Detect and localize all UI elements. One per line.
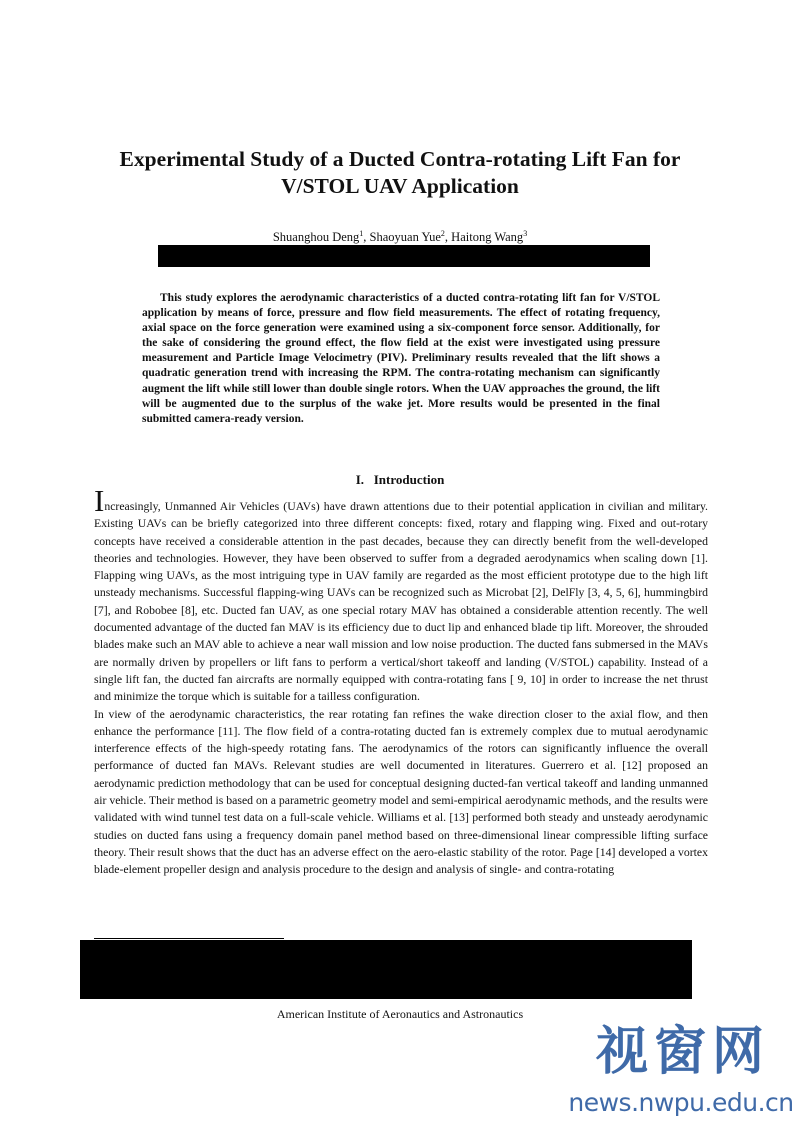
author-affiliation-mark: 1 xyxy=(359,228,364,238)
watermark-logo-text: 视窗网 xyxy=(595,1022,770,1082)
author-affiliation-mark: 3 xyxy=(523,228,528,238)
author-name: Shuanghou Deng xyxy=(272,230,360,244)
body-paragraph: In view of the aerodynamic characteristics, the rear rotating fan refines the wake direction closer to the axial flow, and then enhance the performance [11]. The flow field of a contra-rotating ducted fan is extremely complex due to mutual aerodynamic interference effects of the high-speedy rotating fans. The aerodynamics of the rotors can significantly influence the overall performance of ducted fan MAVs. Relevant studies are well documented in literatures. Guerrero et al. [12] proposed an aerodynamic prediction methodology that can be used for conceptual designing ducted-fan vertical takeoff and landing unmanned air vehicle. Their method is based on a parametric geometry model and semi-empirical aerodynamic methods, and the results were validated with wind tunnel test data on a full-scale vehicle. Williams et al. [13] performed both steady and unsteady aerodynamic studies on ducted fans using a frequency domain panel method based on three-dimensional linear compressible lifting surface theory. Their result shows that the duct has an adverse effect on the aero-elastic stability of the rotor. Page [14] developed a vortex blade-element propeller design and analysis procedure to the design and analysis of single- and contra-rotating xyxy=(94,707,708,877)
introduction-body xyxy=(94,483,708,879)
author-name: Haitong Wang xyxy=(451,230,524,244)
body-paragraph xyxy=(94,483,708,706)
section-title: Introduction xyxy=(373,472,445,487)
footnote-rule xyxy=(94,938,284,939)
author-affiliation-mark: 2 xyxy=(440,228,445,238)
abstract: This study explores the aerodynamic characteristics of a ducted contra-rotating lift fan for V/STOL application by means of force, pressure and flow field measurements. The effect of rotating frequency, axial space on the force generation were examined using a six-component force sensor. Additionally, for the sake of considering the ground effect, the flow field at the exist were investigated using pressure measurement and Particle Image Velocimetry (PIV). Preliminary results revealed that the lift shows a quadratic generation trend with increasing the RPM. The contra-rotating mechanism can significantly augment the lift while still lower than double single rotors. When the UAV approaches the ground, the lift will be augmented due to the surplus of the wake jet. More results would be presented in the final submitted camera-ready version. xyxy=(142,292,660,425)
paper-title: Experimental Study of a Ducted Contra-rotating Lift Fan for V/STOL UAV Application xyxy=(119,147,681,198)
redacted-affiliation-bar xyxy=(158,245,650,267)
page-footer: American Institute of Aeronautics and Astronautics xyxy=(276,1007,524,1021)
paragraph-text: ncreasingly, Unmanned Air Vehicles (UAVs) have drawn attentions due to their potential application in civilian and military. Existing UAVs can be briefly categorized into three different concepts: fixed, rotary and flapping wing. Fixed and out-rotary concepts have received a considerable attention in the past decades, because they can directly benefit from the well-developed theories and technologies. However, they have been observed to suffer from a degraded aerodynamics when scaling down [1]. Flapping wing UAVs, as the most intriguing type in UAV family are regarded as the most efficient prototype due to the high lift unsteady mechanisms. Successful flapping-wing UAVs can be recognized such as Microbat [2], DelFly [3, 4, 5, 6], hummingbird [7], and Robobee [8], etc. Ducted fan UAV, as one special rotary MAV has obtained a considerable attention recently. The well documented advantage of the ducted fan MAV is its efficiency due to duct lip and enhanced blade tip lift. Moreover, the shrouded blades make such an MAV able to achieve a near wall mission and low noise production. The ducted fans submersed in the MAVs are normally driven by propellers or lift fans to perform a vertical/short takeoff and landing (V/STOL) capability. Instead of a single lift fan, the ducted fan aircrafts are normally equipped with contra-rotating fans [ 9, 10] in order to increase the net thrust and minimize the torque which is suitable for a tailless configuration. xyxy=(94,500,708,704)
drop-cap: I xyxy=(94,483,105,518)
author-line: Shuanghou Deng$^1$, Shaoyuan Yue$^2$, Haitong Wang$^3$ xyxy=(272,228,528,244)
section-heading xyxy=(0,472,800,488)
watermark-url: news.nwpu.edu.cn xyxy=(568,1088,794,1117)
watermark xyxy=(566,1022,796,1128)
redacted-footnote-bar xyxy=(80,940,692,999)
author-name: Shaoyuan Yue xyxy=(369,230,441,244)
section-number: I. xyxy=(355,472,364,487)
